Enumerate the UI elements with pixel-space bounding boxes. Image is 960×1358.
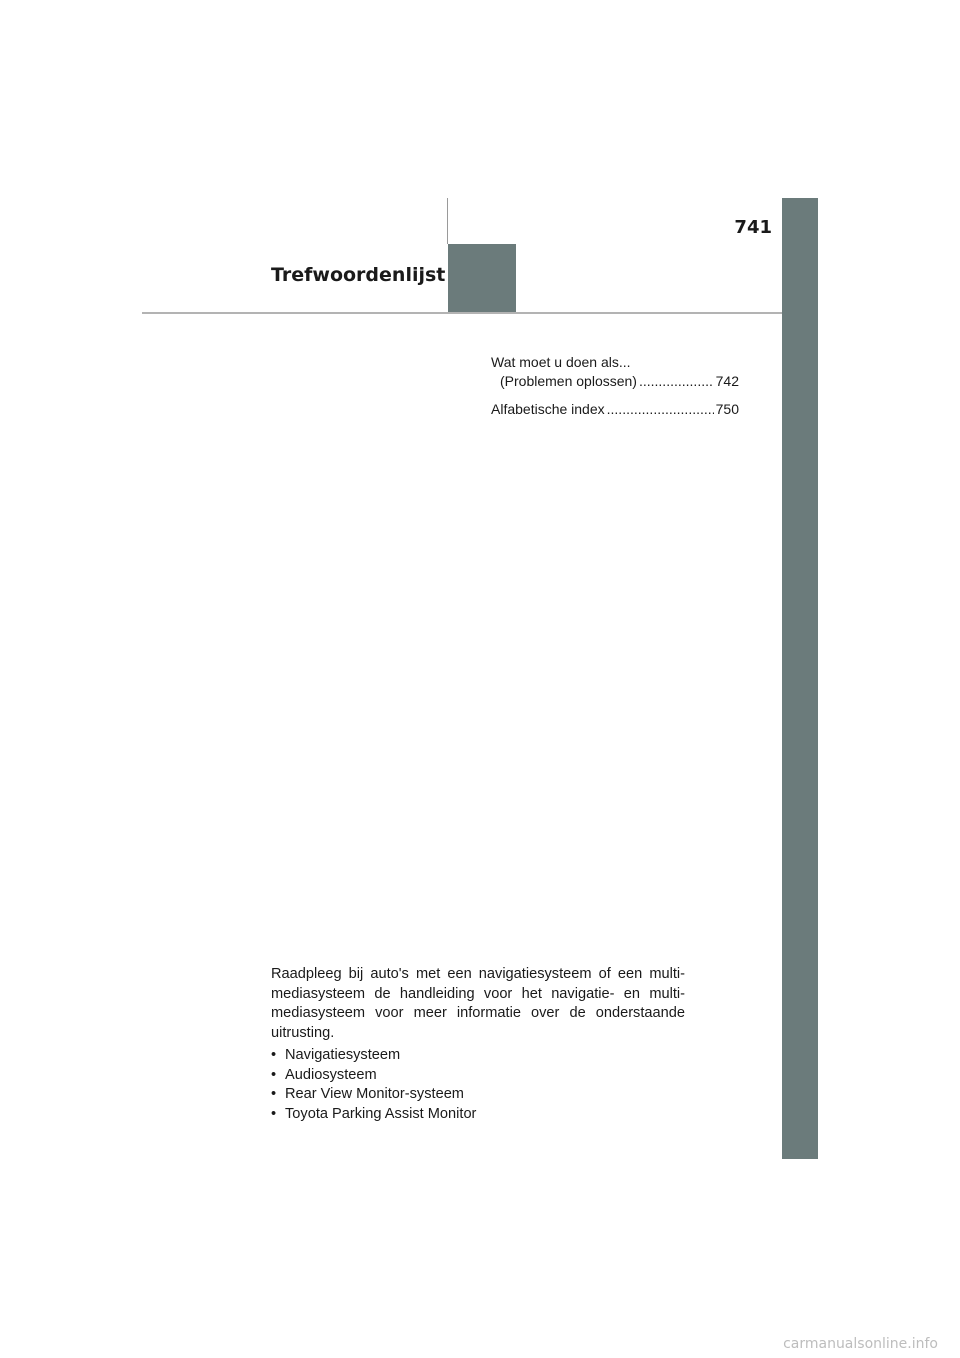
list-item-text: Navigatiesysteem [285, 1047, 401, 1063]
page-number: 741 [734, 217, 772, 238]
toc-entry-page: 742 [715, 373, 739, 389]
list-item [271, 1085, 476, 1105]
list-item [271, 1046, 476, 1066]
toc-entry-line [491, 372, 739, 391]
toc-entry-line [491, 400, 739, 419]
table-of-contents [491, 353, 739, 428]
header-accent-block [448, 244, 516, 313]
toc-entry-line [491, 353, 739, 372]
toc-entry-subtitle: (Problemen oplossen) [500, 373, 637, 389]
header-vertical-rule [447, 198, 448, 244]
bullet-mark: • [271, 1105, 277, 1122]
list-item [271, 1066, 476, 1086]
toc-entry-title: Alfabetische index [491, 401, 605, 417]
toc-entry-page: 750 [715, 401, 739, 417]
header-horizontal-rule [142, 312, 782, 314]
list-item-text: Toyota Parking Assist Monitor [285, 1105, 477, 1122]
toc-entry-troubleshooting[interactable] [491, 353, 739, 391]
list-item-text: Audiosysteem [285, 1066, 377, 1083]
section-title: Trefwoordenlijst [271, 264, 446, 286]
footer-watermark: carmanualsonline.info [783, 1336, 938, 1352]
intro-paragraph: Raadpleeg bij auto's met een navigatiesysteem of een multi-mediasysteem de handleiding voor het navigatie- en multi-mediasysteem voor meer informatie over de onderstaande uitrusting. [271, 966, 685, 1041]
bullet-mark: • [271, 1086, 277, 1103]
list-item-text: Rear View Monitor-systeem [285, 1086, 464, 1103]
bullet-mark: • [271, 1066, 277, 1083]
toc-entry-title: Wat moet u doen als... [491, 354, 631, 370]
toc-entry-index[interactable] [491, 400, 739, 419]
list-item [271, 1105, 476, 1125]
bullet-mark: • [271, 1047, 277, 1063]
toc-leader-dots [607, 400, 714, 419]
side-thumb-tab [782, 198, 818, 1159]
toc-leader-dots [639, 372, 714, 391]
equipment-list [271, 1046, 476, 1124]
